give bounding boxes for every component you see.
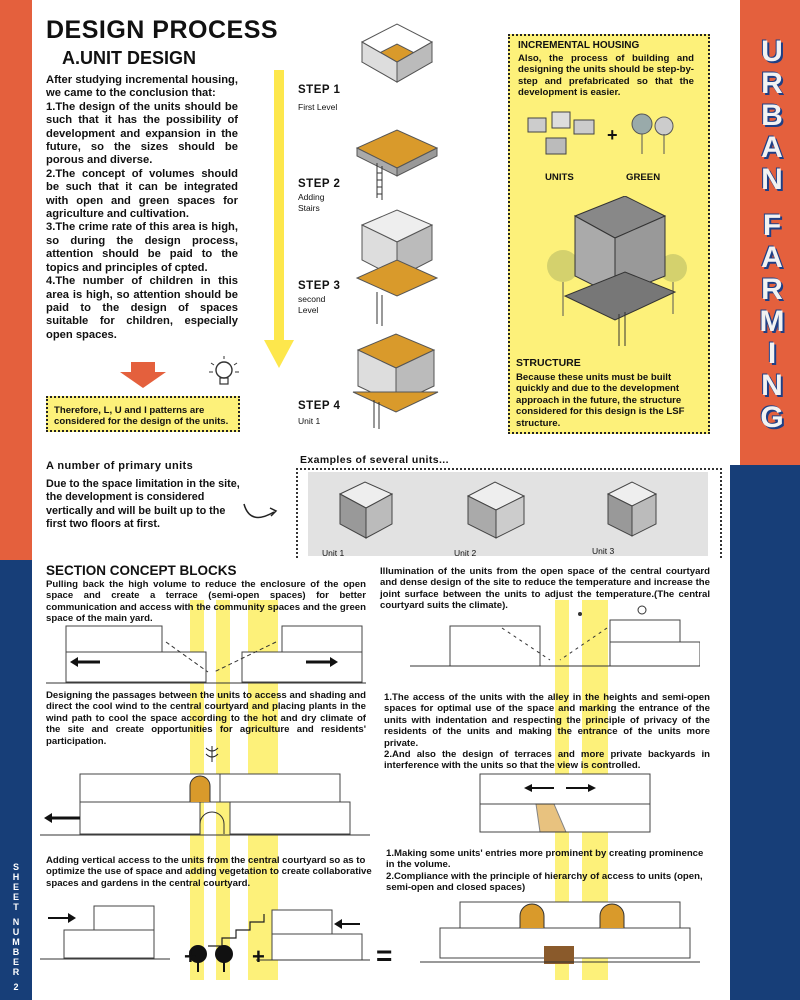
unit-design-point: 3.The crime rate of this area is high, so during the design process, attention should be paid to the topics and principles of cpted.: [46, 221, 238, 274]
curved-arrow-icon: [240, 498, 280, 528]
plus-sign: +: [184, 944, 197, 969]
step-sub: Adding Stairs: [298, 192, 325, 213]
navy-strip: [730, 465, 740, 1000]
unit-design-point: 4.The number of children in this area is high, so attention should be paid to the design of spaces suitable for children, especially open spaces.: [46, 275, 238, 341]
unit-design-point: 1.The design of the units should be such that it has the possibility of development and expansion in the future, so the sizes should be porous and diverse.: [46, 100, 238, 167]
step-1-model: [352, 22, 442, 102]
section-p6: 1.Making some units' entries more prominent by creating prominence in the volume. 2.Compliance with the principle of hierarchy of access to units (open, semi-open and closed spaces): [386, 848, 704, 894]
section-p2: Illumination of the units from the open space of the central courtyard and dense design of the site to reduce the temperature and increase the joint surface between the units to adjust the temperature.(The central courtyard suits the climate).: [380, 566, 710, 612]
sheet-number: S H E E T N U M B E R 2: [12, 862, 20, 992]
incremental-text: Also, the process of building and designing the units should be step-by-step and prefabricated so that the development is easier.: [518, 53, 694, 99]
section-p3: Designing the passages between the units to access and shading and direct the cool wind to the central courtyard and placing plants in the wind path to cool the space according to the hot and dry climate of the site and create opportunities for agriculture and residents' participation.: [46, 690, 366, 747]
unit-1-model: [330, 474, 400, 544]
section-diagram-4: [470, 766, 660, 840]
unit-3-label: Unit 3: [592, 546, 615, 556]
step-4-model: [348, 330, 444, 430]
step-label: STEP 1: [298, 84, 341, 96]
units-cubes-icon: [524, 110, 604, 162]
left-orange-band: [0, 0, 32, 560]
structure-text: Because these units must be built quickly and due to the development approach in the future, the structure considered for this design is the LSF structure.: [516, 372, 685, 429]
section-heading: SECTION CONCEPT BLOCKS: [46, 563, 237, 578]
step-2-model: [352, 118, 442, 208]
unit-2-label: Unit 2: [454, 548, 477, 558]
incremental-heading: INCREMENTAL HOUSING: [518, 40, 640, 51]
unit-design-heading: A.UNIT DESIGN: [62, 48, 197, 68]
step-sub: First Level: [298, 102, 338, 112]
step-1: [298, 84, 340, 113]
structure-model: [535, 196, 695, 351]
step-label: STEP 2: [298, 178, 341, 190]
unit-3-model: [596, 474, 666, 544]
unit-1-label: Unit 1: [322, 548, 345, 558]
section-diagram-1: [46, 622, 366, 688]
step-sub: second Level: [298, 294, 326, 315]
section-diagram-3: [40, 740, 370, 840]
unit-design-point: 2.The concept of volumes should be such that it can be integrated with open and green spaces for agriculture and cultivation.: [46, 167, 238, 221]
step-2: [298, 178, 340, 214]
section-p1: Pulling back the high volume to reduce the enclosure of the open space and create a terrace (semi-open spaces) for better communication and access with the community spaces and the green space of the main yard.: [46, 579, 366, 625]
step-3-model: [352, 200, 442, 330]
structure-heading: STRUCTURE: [516, 357, 581, 369]
equals-sign: =: [376, 940, 393, 971]
unit-design-intro: After studying incremental housing, we came to the conclusion that:: [46, 74, 238, 100]
section-diagram-2: [410, 604, 700, 686]
primary-units-heading: A number of primary units: [46, 460, 194, 472]
section-p5: Adding vertical access to the units from the central courtyard so as to optimize the use of space and adding vegetation to create collaborative spaces and gardens in the central courtyard.: [46, 855, 372, 889]
step-label: STEP 3: [298, 280, 341, 292]
plus-sign: +: [607, 125, 618, 145]
vertical-title: U R B A N F A R M I N G: [759, 35, 785, 434]
step-sub: Unit 1: [298, 416, 321, 426]
lightbulb-icon: [206, 355, 242, 391]
primary-units-text: Due to the space limitation in the site, the development is considered vertically and will be built up to the first two floors at first.: [46, 478, 240, 531]
step-4: [298, 400, 340, 427]
conclusion-box: [46, 396, 240, 432]
step-3: [298, 280, 340, 316]
unit-2-model: [460, 474, 530, 544]
examples-heading: Examples of several units...: [300, 454, 449, 466]
progress-arrow-icon: [264, 70, 294, 370]
section-diagram-equation: [40, 896, 700, 990]
unit-design-text: [46, 74, 238, 342]
green-label: GREEN: [626, 172, 661, 183]
conclusion-text: Therefore, L, U and I patterns are considered for the design of the units.: [54, 405, 229, 428]
plus-sign: +: [252, 944, 265, 969]
units-label: UNITS: [545, 172, 574, 183]
page-title: DESIGN PROCESS: [46, 16, 279, 44]
step-label: STEP 4: [298, 400, 341, 412]
down-arrow-icon: [118, 362, 168, 388]
trees-icon: [628, 110, 678, 158]
section-p4: 1.The access of the units with the alley in the heights and semi-open spaces for optimal use of the space and marking the entrance of the units with indentation and respecting the principle of privacy of the residents of the units and making the entrance of the units more private. 2.And also the design of terraces and more private backyards in interference with the units so that the view is controlled.: [384, 692, 710, 772]
